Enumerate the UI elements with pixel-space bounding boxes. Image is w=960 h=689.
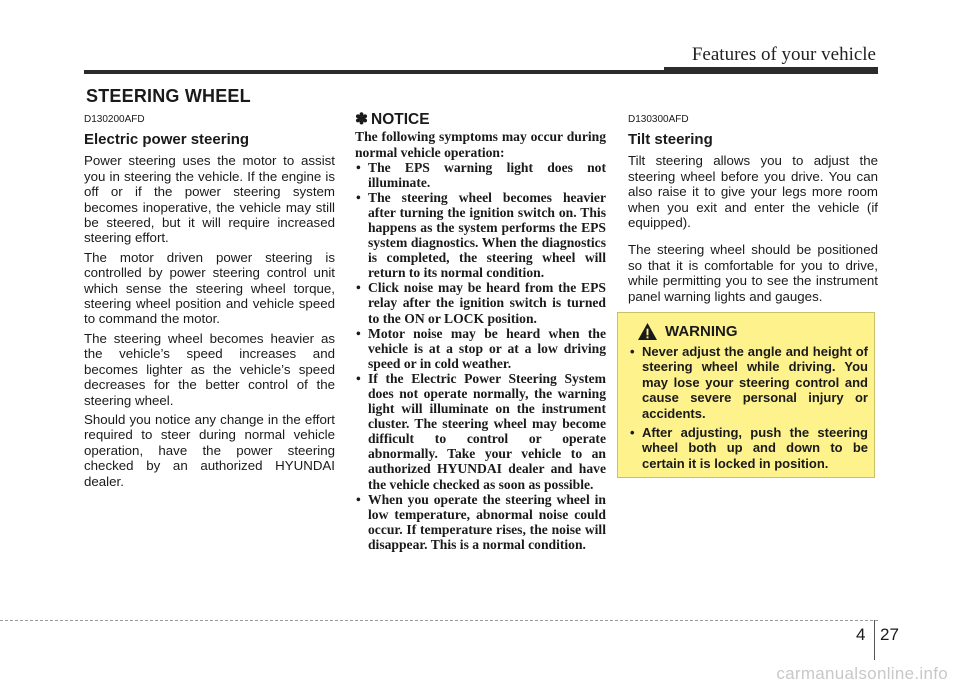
warning-item: • Never adjust the angle and height of steering wheel while driving. You may lose your steering control and cause severe personal injury or accidents.	[630, 344, 868, 421]
paragraph: The motor driven power steering is controlled by power steering control unit which sense the steering wheel torque, steering wheel position and vehicle speed to command the motor.	[84, 249, 335, 327]
warning-triangle-icon	[637, 322, 658, 341]
paragraph: The steering wheel becomes heavier as the vehicle’s speed increases and becomes lighter as the vehicle’s speed decreases for the better control of the steering wheel.	[84, 330, 335, 408]
notice-item: • Click noise may be heard from the EPS relay after the ignition switch is turned to the ON or LOCK position.	[355, 280, 606, 325]
paragraph: Power steering uses the motor to assist you in steering the vehicle. If the engine is off or if the power steering system becomes inoperative, the vehicle may still be steered, but it will require increased steering effort.	[84, 153, 335, 246]
column-electric-power-steering	[84, 112, 335, 493]
notice-list	[355, 160, 606, 552]
notice-item: • If the Electric Power Steering System does not operate normally, the warning light will illuminate on the instrument cluster. The steering wheel may become difficult to control or operate abnormally. Take your vehicle to an authorized HYUNDAI dealer and have the vehicle checked as soon as possible.	[355, 371, 606, 492]
footer-rule	[0, 620, 878, 621]
notice-heading	[355, 112, 606, 127]
chapter-number: 4	[856, 625, 866, 644]
section-code: D130300AFD	[628, 114, 689, 125]
warning-list	[630, 344, 868, 475]
notice-box	[355, 112, 606, 552]
page-number-divider	[874, 620, 875, 660]
column-tilt-steering	[628, 112, 878, 308]
page-number: 27	[880, 625, 899, 644]
warning-box	[617, 312, 875, 478]
subheading-tilt-steering: Tilt steering	[628, 131, 713, 149]
notice-title: NOTICE	[371, 111, 430, 128]
paragraph: The steering wheel should be positioned so that it is comfortable for you to drive, while permitting you to see the instrument panel warning lights and gauges.	[628, 242, 878, 304]
notice-item: • Motor noise may be heard when the vehicle is at a stop or at a low driving speed or in cold weather.	[355, 326, 606, 371]
subheading-electric-power-steering: Electric power steering	[84, 131, 250, 149]
header-section-title: Features of your vehicle	[691, 44, 876, 65]
header-rule	[84, 70, 878, 74]
warning-heading	[637, 322, 738, 341]
notice-body	[355, 129, 606, 552]
warning-item: • After adjusting, push the steering wheel both up and down to be certain it is locked in position.	[630, 425, 868, 471]
paragraph: Tilt steering allows you to adjust the steering wheel before you drive. You can also raise it to give your legs more room when you exit and enter the vehicle (if equipped).	[628, 153, 878, 231]
asterisk-icon: ✽	[355, 111, 368, 128]
paragraph: Should you notice any change in the effort required to steer during normal vehicle operation, have the power steering checked by an authorized HYUNDAI dealer.	[84, 411, 335, 489]
notice-item: • The EPS warning light does not illuminate.	[355, 160, 606, 190]
notice-item: • When you operate the steering wheel in low temperature, abnormal noise could occur. If temperature rises, the noise will disappear. This is a normal condition.	[355, 492, 606, 552]
section-code: D130200AFD	[84, 114, 145, 125]
warning-title: WARNING	[665, 323, 738, 340]
watermark: carmanualsonline.info	[776, 664, 948, 683]
notice-item: • The steering wheel becomes heavier after turning the ignition switch on. This happens as the system performs the EPS system diagnostics. When the diagnostics is completed, the steering wheel will return to its normal condition.	[355, 190, 606, 281]
notice-intro: The following symptoms may occur during normal vehicle operation:	[355, 129, 606, 160]
page-title: STEERING WHEEL	[86, 86, 251, 106]
